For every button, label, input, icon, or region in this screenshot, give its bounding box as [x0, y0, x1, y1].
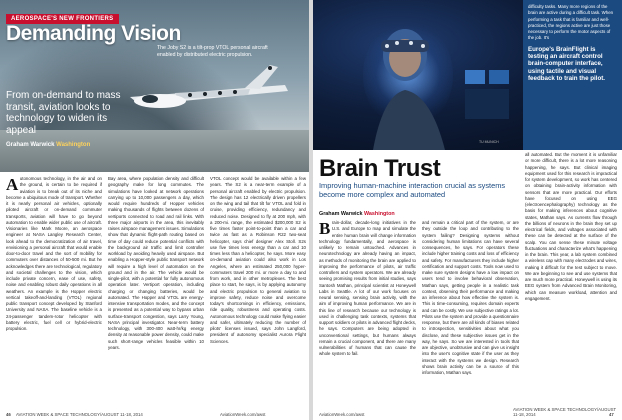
body-text-right: [319, 220, 519, 406]
text-column-1: [6, 176, 102, 404]
publication-line-left: AVIATION WEEK & SPACE TECHNOLOGY/AUGUST 11-18, 2014: [16, 412, 143, 417]
page-number-right: 47: [609, 412, 614, 417]
author-location: Washington: [364, 211, 395, 217]
column-text: utonomous technology, in the air and on the ground, is certain to be required if aviation is to break out of its niche and become a ubiquitous mode of transport. Whether it is nearly personal air vehicles, optionally piloted aircraft or on-demand commuter transports, aviation will have to go beyond automation to enable wider public use of aircraft. Visionaries like Mark Moore, an aerospace engineer at NASA Langley Research Center, look ahead to the democratization of air travel, envisioning a personal aircraft that would enable door-to-door travel and the sort of mobility for commuters over distances of 50-500 mi. But he acknowledges there are technological, regulatory and societal challenges to the vision, which include private concern, ease of use, safety, noise and enabling robust daily operations in all weathers. An example is the Hopper electric vertical takeoff-and-landing (VTOL) regional public transport concept developed by Stanford University and NASA. The baseline vehicle is a 24-passenger tandem-rotor helicopter with battery electric, fuel cell or hybrid-electric propulsion.: [6, 176, 102, 331]
dropcap: A: [6, 176, 19, 194]
dropcap: B: [319, 220, 331, 238]
page-number-left: 46: [6, 412, 11, 417]
pilot-figure: [353, 10, 463, 150]
photo-caption: The Joby S2 is a tilt-prop VTOL personal aircraft enabled by distributed electric propulsion.: [157, 45, 268, 59]
website-link-left[interactable]: AviationWeek.com/awst: [220, 412, 266, 417]
author-name: Graham Warwick: [6, 142, 55, 148]
text-column-3: all automated. But the moment it is unfamiliar or more difficult, there is a lot more reasoning happening, he says. But clinical imaging equipment used for this research is impractical for system development, so work has centered on obtaining brain-activity information with sensors that are more practical. Our efforts have focused on using EEG (electroencephalography) technology as the basis for making inferences about cognitive states, Mathan says. As currents flow through the billions of neurons in the brain they set up electrical fields, and voltages associated with these can be detected at the surface of the scalp. You can sense these minute voltage fluctuations and characterize what's happening in the brain. This year, a lab system combined a wireless cap with many electrodes and wires, making it difficult for the test subject to move. We are beginning to see and use systems that are much more practical. Honeywell is using its EEG system from Advanced Brain Monitoring, which can measure workload, attention and engagement.: [525, 152, 617, 301]
section-tag: AEROSPACE'S NEW FRONTIERS: [6, 14, 119, 24]
left-page: [0, 0, 309, 420]
text-column-1: [319, 220, 416, 406]
text-column-3: VTOL concept would be available within a few years. The S2 is a near-term example of a personal aircraft enabled by electric propulsion. The design has 12 electrically driven propellers on the wing and tail that tilt for VTOL and fold in cruise, providing efficiency, redundancy and reduced noise. Designed to fly at 200 mph, with a 200-mi. range, the estimated $200,000 S2 is five times faster point-to-point than a car and twice as fast as a Robinson R22 two-seat helicopter, says chief designer Alex Stoll. S2s use five times less energy than a car and 10 times less than a helicopter, he says. More easy on-demand aviation could also work in Los Angeles, where an estimated 250,000 hyper-commuters travel 200 mi. or more a day to and from work, and in other metroplexes. The best place to start, he says, is by applying autonomy and electric propulsion to general aviation to improve safety, reduce noise and overcome today's shortcomings in efficiency, emissions, ride quality, robustness and operating costs. Autonomous technology could make flying easier and safer, ultimately reducing the number of pilots' licenses issued, says John Langford, president of autonomy specialist Aurora Flight Sciences.: [210, 176, 306, 344]
photo-credit: TU MUNICH: [479, 140, 499, 144]
author-location: Washington: [56, 142, 91, 148]
byline-left: [6, 142, 90, 148]
author-name: Graham Warwick: [319, 211, 363, 217]
sidebar-text: difficulty tasks. Many more regions of the brain are active during a difficult task. When performing a task that is familiar and well-practiced, the regions active are just those necessary to perform the motor aspects of the job. It's: [528, 4, 614, 41]
pull-quote: Europe's BrainFlight is testing an aircraft control brain-computer interface, using tactile and visual feedback to train the pilot.: [528, 45, 606, 83]
cockpit-displays: [463, 65, 513, 125]
article-headline-right: Brain Trust: [319, 155, 441, 182]
sidebar-panel: [523, 0, 622, 150]
ground-strip: [0, 130, 309, 172]
article-deck-right: Improving human-machine interaction crucial as systems become more complex and automated: [319, 181, 506, 199]
byline-right: [319, 211, 395, 217]
article-headline-left: Demanding Vision: [6, 22, 181, 45]
article-deck-left: From on-demand to mass transit, aviation looks to technology to widen its appeal: [6, 90, 121, 136]
column-text: rain-dollar, decade-long initiatives in the U.S. and Europe to map and simulate the entire human brain will change information technology fundamentally, and aerospace is unlikely to remain untouched. Advances in neurotechnology are already having an impact, as methods of monitoring the brain are applied to improving the performance of pilots, air traffic controllers and system operators. We are already seeing promising results from initial studies, says Santosh Mathan, principal scientist at Honeywell Labs in Seattle. A lot of our work focuses on neural sensing, sensing brain activity, with the aim of improving human performance. We are in this line of research because our technology is used in challenging task contexts, systems that support soldiers or pilots in advanced flight decks, he says. Computers are being adopted in unconventional settings, but humans always remain a crucial component, and there are many vulnerabilities of humans that can cause the whole system to fail.: [319, 220, 416, 357]
hero-photo-aircraft: [0, 0, 309, 172]
right-page: [313, 0, 622, 420]
website-link-right[interactable]: AviationWeek.com/awst: [319, 412, 365, 417]
text-column-2: and remain a critical part of the system, or are they outside the loop and contributing to the system failing? Designing systems without considering human limitations can have several consequences, he says. For operators these include higher training costs and loss of efficiency and safety. For manufacturers they include higher certification and support costs. Tools now used to make sure system designs have a low impact on users tend to involve behavioral observation, Mathan says, getting people in a realistic task context, observing their performance and making an inference about how effective the system is. This is time-consuming, requires domain experts and can be costly. We use subjective ratings a lot. Pilots use the system and provide a questionnaire response, but there are all kinds of biases related to introspection, sensitivities about what you disclose, and these subjective issues get in the way, he says. So we are interested in tools that are objective, unobtrusive and can give us insight into the user's cognitive state if the user as they interact with the systems we design. Research shows brain activity can be a source of this information, Mathan says.: [422, 220, 519, 375]
publication-line-right: AVIATION WEEK & SPACE TECHNOLOGY/AUGUST 11-18, 2014: [513, 407, 616, 417]
aircraft-illustration: [120, 55, 290, 130]
text-column-2: Bay area, where population density and difficult geography make for long commutes. The simulations have looked at network operations carrying up to 10,000 passengers a day, which would require hundreds of Hopper vehicles making thousands of flights between dozens of vertiports connected to road and rail links. With three major airports in the area, this inevitably raises airspace management issues. Simulations show that dynamic flight-path routing based on time of day could reduce potential conflicts with the background air traffic and limit controller workload by avoiding heavily used airspace. But enabling a Hopper-style public transport network will require a high level of automation on the ground and in the air. The vehicle would be single-pilot, with a potential for fully autonomous operation later. Vertiport operation, including charging or changing batteries, would be automated. The Hopper and VTOL are energy-intensive transportation modes, and the concept is presented as a potential way to bypass urban surface-transport congestion, says Larry Young, NASA principal investigator. Near-term battery technology, with 300-400 watt-hr/kg energy density at reasonable power density, could make such short-range vehicles feasible within 10 years.: [108, 176, 204, 350]
body-text-left: [6, 176, 306, 404]
